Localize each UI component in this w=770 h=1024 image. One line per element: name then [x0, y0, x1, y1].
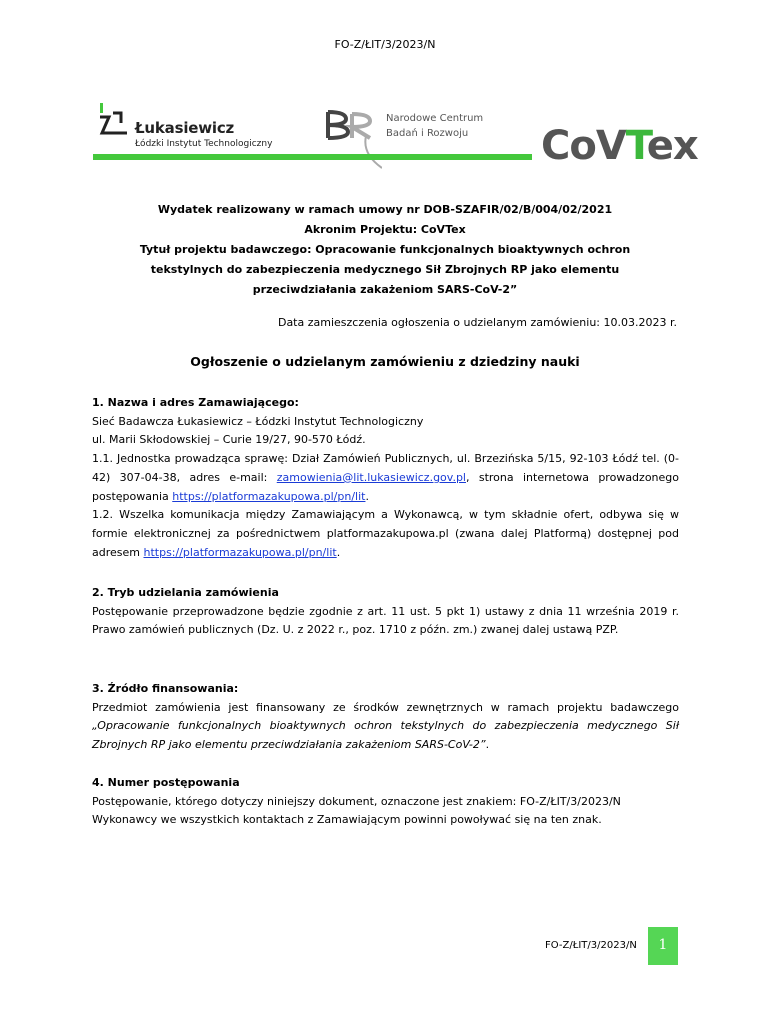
project-title-line3: przeciwdziałania zakażeniom SARS-CoV-2” — [252, 283, 518, 296]
lukasiewicz-name: Łukasiewicz — [135, 119, 235, 137]
covtex-logo-part1: CoV — [541, 123, 626, 169]
ncbr-mark-icon — [322, 106, 382, 172]
contract-line: Wydatek realizowany w ramach umowy nr DOB-SZAFIR/02/B/004/02/2021 — [157, 203, 613, 216]
section4-title: 4. Numer postępowania — [92, 776, 240, 789]
covtex-logo — [541, 123, 698, 169]
platform-link-2[interactable]: https://platformazakupowa.pl/pn/lit — [143, 545, 337, 559]
platform-link-1[interactable]: https://platformazakupowa.pl/pn/lit — [172, 489, 366, 503]
header-green-bar — [93, 154, 532, 160]
ncbr-name-line2: Badań i Rozwoju — [386, 128, 469, 139]
section3-title: 3. Źródło finansowania: — [92, 682, 239, 695]
lukasiewicz-mark-icon — [97, 103, 131, 137]
covtex-logo-part3: ex — [646, 123, 698, 169]
covtex-logo-part2: T — [625, 123, 647, 169]
communication-paragraph — [92, 506, 679, 562]
section3-paragraph — [92, 699, 679, 755]
communication-text: 1.2. Wszelka komunikacja między Zamawiającym a Wykonawcą, w tym składnie ofert, odbywa się w formie elektronicznej za pośrednictwem platformazakupowa.pl (zwana dalej Platformą) dostępnej pod adresem — [92, 508, 679, 559]
unit-paragraph — [92, 450, 679, 506]
section3-end: . — [485, 738, 490, 752]
section3-project-title: „Opracowanie funkcjonalnych bioaktywnych ochron tekstylnych do zabezpieczenia medycznego Sił Zbrojnych RP jako elementu przeciwdziałania zakażeniom SARS-CoV-2” — [92, 719, 679, 752]
page-title: Ogłoszenie o udzielanym zamówieniu z dziedziny nauki — [190, 354, 580, 369]
project-title-line1: Tytuł projektu badawczego: Opracowanie funkcjonalnych bioaktywnych ochron — [139, 243, 631, 256]
section-contracting-authority — [92, 394, 679, 562]
ncbr-name-line1: Narodowe Centrum — [386, 113, 484, 124]
project-title-line2: tekstylnych do zabezpieczenia medycznego Sił Zbrojnych RP jako elementu — [150, 263, 620, 276]
section1-title: 1. Nazwa i adres Zamawiającego: — [92, 396, 299, 409]
publication-date: Data zamieszczenia ogłoszenia o udzielanym zamówieniu: 10.03.2023 r. — [277, 316, 677, 329]
section4-line2: Wykonawcy we wszystkich kontaktach z Zamawiającym powinni powoływać się na ten znak. — [92, 813, 602, 827]
lukasiewicz-logo — [97, 103, 297, 153]
section2-text: Postępowanie przeprowadzone będzie zgodnie z art. 11 ust. 5 pkt 1) ustawy z dnia 11 września 2019 r. Prawo zamówień publicznych (Dz. U. z 2022 r., poz. 1710 z późn. zm.) zwanej dalej ustawą PZP. — [92, 604, 679, 637]
section4-line1: Postępowanie, którego dotyczy niniejszy dokument, oznaczone jest znakiem: FO-Z/ŁIT/3/2023/N — [92, 794, 621, 808]
page-number: 1 — [648, 927, 678, 965]
unit-text: 1.1. Jednostka prowadząca sprawę: Dział Zamówień Publicznych, ul. Brzezińska 5/15, 92-103 Łódź tel. (0-42) 307-04-38, adres e-mail: — [92, 452, 679, 484]
authority-address: ul. Marii Skłodowskiej – Curie 19/27, 90-570 Łódź. — [92, 433, 366, 447]
acronym-line: Akronim Projektu: CoVTex — [304, 223, 466, 236]
authority-name: Sieć Badawcza Łukasiewicz – Łódzki Instytut Technologiczny — [92, 414, 424, 428]
section-procedure-mode — [92, 584, 679, 640]
project-title-block — [100, 200, 670, 300]
ncbr-logo — [322, 106, 492, 172]
section3-text: Przedmiot zamówienia jest finansowany ze środków zewnętrznych w ramach projektu badawczego — [92, 700, 679, 714]
section2-title: 2. Tryb udzielania zamówienia — [92, 586, 279, 599]
section-funding-source — [92, 680, 679, 755]
email-link[interactable]: zamowienia@lit.lukasiewicz.gov.pl — [276, 470, 466, 484]
unit-text-cont: , strona internetowa prowadzonego postępowania — [92, 470, 679, 503]
communication-text-end: . — [336, 545, 341, 559]
unit-text-end: . — [365, 489, 369, 503]
header-document-code: FO-Z/ŁIT/3/2023/N — [334, 38, 436, 51]
lukasiewicz-subtitle: Łódzki Instytut Technologiczny — [135, 139, 273, 149]
section-procedure-number — [92, 774, 679, 830]
footer-document-code: FO-Z/ŁIT/3/2023/N — [545, 940, 637, 951]
